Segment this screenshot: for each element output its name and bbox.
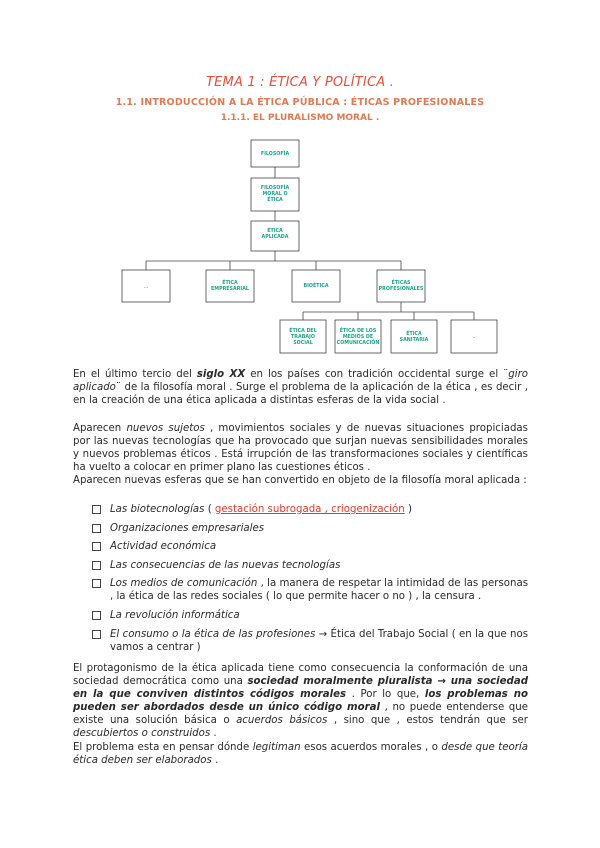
paragraph-protagonismo: El protagonismo de la ética aplicada tiene como consecuencia la conformación de una sociedad democrática como una sociedad moralmente pluralista → una sociedad en la que conviven distintos códigos morales . Por lo que, los problemas no pueden ser abordados desde un único código moral , no puede entenderse que existe una solución básica o acuerdos básicos , sino que , estos tendrán que ser descubiertos o construidos . El problema esta en pensar dónde legitiman esos acuerdos morales , o desde que teoría ética deben ser elaborados . [73,663,529,766]
node-text: … [143,284,149,290]
checkbox-icon[interactable] [92,579,101,588]
node-text: SOCIAL [293,341,313,346]
checkbox-icon[interactable] [92,630,101,639]
list-item: Los medios de comunicación , la manera de respetar la intimidad de las personas , la ética de las redes sociales ( lo que permite hacer o no ) , la censura . [92,577,528,603]
node-text: ÉTICA DEL [289,329,317,334]
node-text: MEDIOS DE [342,335,374,340]
node-text: FILOSOFÍA [260,152,290,157]
node-text: ÉTICA [222,281,238,286]
list-item: Actividad económica [92,540,528,553]
node-text: MORAL O [262,192,288,197]
list-item: Las consecuencias de las nuevas tecnologías [92,559,528,572]
node-text: ÉTICA [267,198,283,203]
node-text: FILOSOFÍA [260,186,290,191]
node-text: SANITARIA [399,338,429,343]
node-etica-empresarial [206,270,254,302]
paragraph-intro: En el último tercio del siglo XX en los países con tradición occidental surge el ¨giro aplicado¨ de la filosofía moral . Surge el problema de la aplicación de la ética , es decir , en la creación de una ética aplicada a distintas esferas de la vida social . [73,369,528,407]
node-text: COMUNICACIÓN [336,341,380,346]
node-text: ÉTICA [406,332,422,337]
node-eticas-profesionales [377,270,425,302]
node-text: - [473,335,475,341]
paragraph-nuevos-sujetos: Aparecen nuevos sujetos , movimientos sociales y de nuevas situaciones propiciadas por las nuevas tecnologías que ha provocado que surjan nuevas sensibilidades morales y nuevos problemas éticos . Está irrupción de las transformaciones sociales y científicas ha vuelto a colocar en primer plano las cuestiones éticos . Aparecen nuevas esferas que se han convertido en objeto de la filosofía moral aplicada : [73,423,528,487]
checkbox-icon[interactable] [92,542,101,551]
node-text: TRABAJO [291,335,315,340]
node-text: PROFESIONALES [378,287,424,292]
subsection-heading: 1.1.1. EL PLURALISMO MORAL . [220,113,380,123]
list-item: La revolución informática [92,609,528,622]
node-text: ÉTICA [267,229,283,234]
section-heading: 1.1. INTRODUCCIÓN A LA ÉTICA PÚBLICA : ÉTICAS PROFESIONALES [115,97,485,108]
list-item: Organizaciones empresariales [92,522,528,535]
checkbox-icon[interactable] [92,524,101,533]
checkbox-icon[interactable] [92,505,101,514]
checkbox-icon[interactable] [92,561,101,570]
node-text: BIOÉTICA [303,284,329,289]
node-text: APLICADA [261,235,289,240]
page-title: TEMA 1 : ÉTICA Y POLÍTICA . [205,75,395,90]
node-text: ÉTICA DE LOS [339,329,377,334]
esferas-list [92,503,528,659]
concept-diagram [0,0,600,360]
checkbox-icon[interactable] [92,611,101,620]
node-text: ÉTICAS [391,281,411,286]
list-item: Las biotecnologías ( gestación subrogada , criogenización ) [92,503,528,516]
node-text: EMPRESARIAL [211,287,249,292]
list-item: El consumo o la ética de las profesiones → Ética del Trabajo Social ( en la que nos vamos a centrar ) [92,628,528,654]
